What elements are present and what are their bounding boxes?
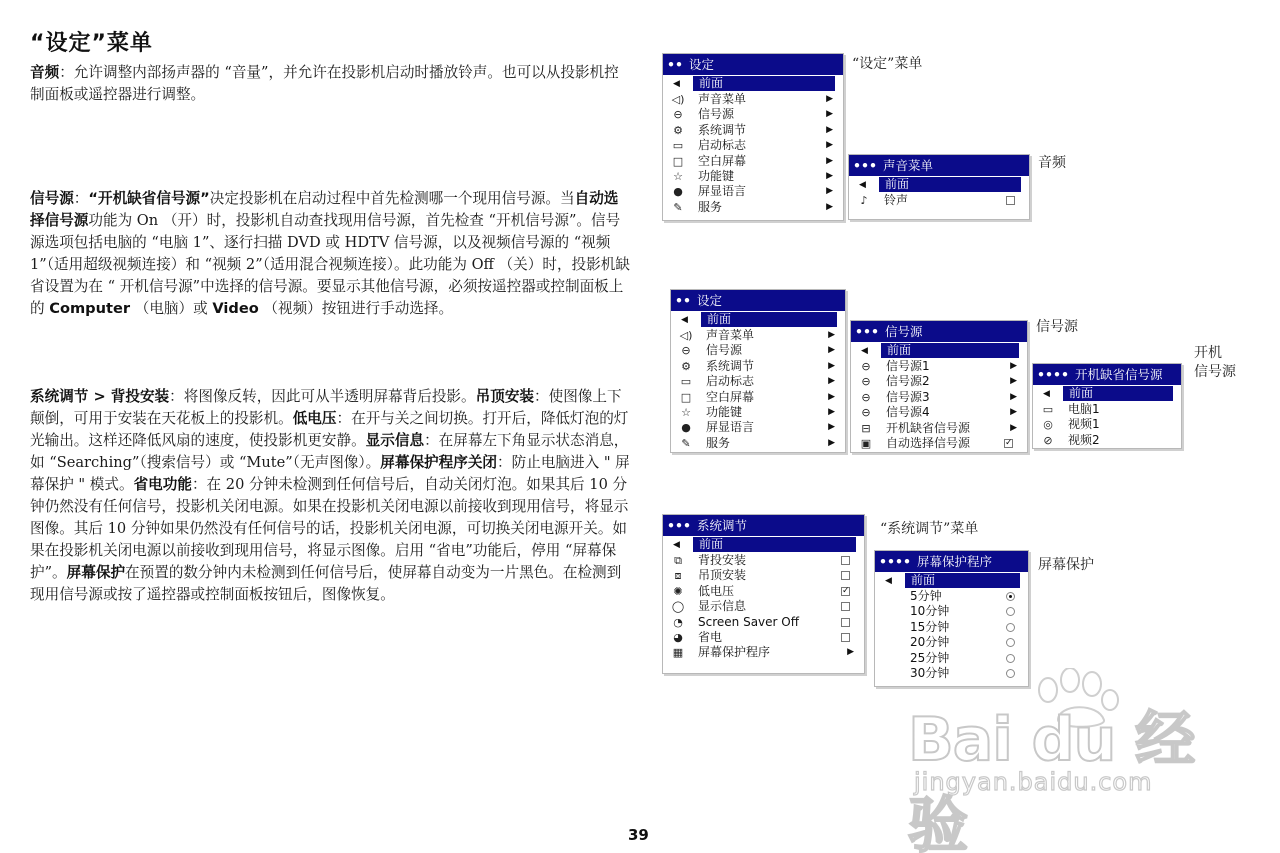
audio-menu-level-dots: •••: [853, 158, 877, 173]
submenu-arrow-icon: ▶: [828, 391, 835, 402]
screensaver-off-term: 屏幕保护程序关闭: [380, 454, 498, 471]
settings1-menu-item[interactable]: [663, 107, 843, 122]
logo-icon: ▭: [672, 139, 684, 153]
submenu-arrow-icon: ▶: [826, 124, 833, 135]
startup-source-term: “开机缺省信号源”: [88, 190, 210, 207]
rear-project-term: 系统调节 > 背投安装: [30, 388, 170, 405]
auto-source-icon: ▣: [860, 436, 872, 450]
settings1-menu-item-label: 启动标志: [698, 138, 747, 153]
ceiling-term: 吊顶安装: [475, 388, 535, 405]
system-text-2: ：使图像上下颠倒，可用于安装在天花板上的投影机。: [30, 388, 622, 427]
submenu-arrow-icon: ▶: [828, 422, 835, 433]
screensaver-menu-title: [875, 551, 1028, 572]
system-menu-item-label: 显示信息: [698, 599, 747, 614]
page-number: 39: [628, 826, 649, 844]
settings1-menu-item-label: 系统调节: [698, 122, 747, 137]
settings2-menu-item-label: 信号源: [706, 343, 743, 358]
source-menu-item-label: 信号源4: [886, 405, 930, 420]
settings2-menu-title-text: 设定: [696, 293, 722, 308]
screensaver-menu-item-label: 10分钟: [910, 604, 950, 619]
settings1-menu-item-label: 服务: [698, 199, 723, 214]
video-icon: ◎: [1043, 418, 1053, 432]
source-menu-item-label: 信号源2: [886, 374, 930, 389]
globe-icon: ●: [681, 421, 691, 435]
screensaver-menu-item-label: 30分钟: [910, 665, 950, 680]
source-menu-level-dots: •••: [855, 324, 879, 339]
caption-startup-source-2: 信号源: [1194, 364, 1236, 380]
settings2-menu-back-label: 前面: [701, 312, 837, 327]
source-menu-item[interactable]: [851, 436, 1027, 451]
source-menu-title: [851, 321, 1027, 342]
globe-icon: ●: [673, 185, 683, 199]
audio-menu: [848, 154, 1030, 220]
radio-button[interactable]: [1006, 638, 1015, 647]
system-text-1: ：将图像反转，因此可从半透明屏幕背后投影。: [169, 388, 476, 405]
caption-settings-menu: “设定”菜单: [852, 56, 923, 72]
radio-button[interactable]: [1006, 623, 1015, 632]
submenu-arrow-icon: ▶: [826, 170, 833, 181]
audio-menu-back-item[interactable]: [849, 176, 1029, 193]
bulb-icon: ✺: [673, 584, 683, 598]
settings2-menu-item-label: 启动标志: [706, 374, 755, 389]
system-menu-item[interactable]: [663, 553, 864, 568]
back-arrow-icon: ◀: [861, 346, 868, 356]
system-menu-title: [663, 515, 864, 536]
settings1-menu-item-label: 空白屏幕: [698, 153, 747, 168]
submenu-arrow-icon: ▶: [828, 406, 835, 417]
screensaver-menu-item[interactable]: [875, 604, 1028, 619]
source-menu-item-label: 信号源3: [886, 389, 930, 404]
source-icon: ⊖: [861, 360, 871, 373]
system-menu-title-text: 系统调节: [696, 518, 747, 533]
settings2-menu-back-item[interactable]: [671, 311, 845, 328]
star-icon: ☆: [673, 169, 683, 183]
video-term: Video: [212, 300, 259, 317]
system-menu-item-label: Screen Saver Off: [698, 614, 799, 629]
source-icon: ⊖: [861, 390, 871, 404]
caption-startup-source-1: 开机: [1194, 345, 1222, 361]
source-text-4: （电脑）或: [130, 300, 213, 317]
settings2-menu-item[interactable]: [671, 436, 845, 451]
caption-system-menu: “系统调节”菜单: [880, 521, 979, 537]
startup-source-menu-item[interactable]: [1033, 417, 1181, 432]
screensaver-off-icon: ◔: [673, 615, 683, 629]
screensaver-menu-item-label: 5分钟: [910, 589, 942, 603]
settings1-menu-item-label: 屏显语言: [698, 184, 747, 199]
logo-icon: ▭: [680, 375, 692, 389]
settings2-menu-item-label: 系统调节: [706, 358, 755, 373]
caption-source: 信号源: [1036, 319, 1078, 335]
settings1-menu-item[interactable]: [663, 138, 843, 153]
baidu-watermark: [908, 672, 1248, 853]
speaker-icon: ◁): [679, 329, 693, 342]
source-text-1: ：: [73, 190, 89, 207]
system-menu-back-label: 前面: [693, 537, 856, 552]
system-menu-back-item[interactable]: [663, 536, 864, 553]
settings2-menu-item-label: 空白屏幕: [706, 389, 755, 404]
settings2-menu-item-label: 服务: [706, 435, 731, 450]
system-icon: ⚙: [673, 123, 683, 137]
audio-paragraph: [30, 62, 630, 106]
system-menu-item-label: 吊顶安装: [698, 568, 747, 583]
settings2-menu-item[interactable]: [671, 405, 845, 420]
submenu-arrow-icon: ▶: [1010, 391, 1017, 402]
submenu-arrow-icon: ▶: [828, 376, 835, 387]
back-arrow-icon: ◀: [859, 180, 866, 190]
source-menu-back-item[interactable]: [851, 342, 1027, 359]
settings2-menu-item[interactable]: [671, 420, 845, 435]
source-icon: ⊖: [861, 375, 871, 389]
startup-source-menu-back-item[interactable]: [1033, 385, 1181, 402]
startup-source-icon: ⊟: [861, 421, 871, 435]
system-menu: [662, 514, 865, 674]
source-icon: ⊖: [861, 406, 871, 420]
settings2-menu-item[interactable]: [671, 359, 845, 374]
source-menu-item-label: 自动选择信号源: [886, 435, 971, 450]
source-menu-item[interactable]: [851, 374, 1027, 389]
submenu-arrow-icon: ▶: [826, 140, 833, 151]
settings-menu-2: [670, 289, 846, 453]
note-icon: ♪: [860, 194, 868, 207]
system-menu-item[interactable]: [663, 615, 864, 630]
submenu-arrow-icon: ▶: [828, 345, 835, 356]
startup-source-menu-title-text: 开机缺省信号源: [1074, 367, 1163, 382]
back-arrow-icon: ◀: [1043, 389, 1050, 399]
screensaver-menu-back-label: 前面: [905, 573, 1020, 588]
back-arrow-icon: ◀: [885, 576, 892, 586]
source-icon: ⊖: [673, 108, 683, 122]
system-menu-item-label: 背投安装: [698, 553, 747, 567]
screensaver-menu-item[interactable]: [875, 635, 1028, 650]
screensaver-menu-item[interactable]: [875, 651, 1028, 666]
source-term: 信号源: [30, 190, 74, 207]
source-menu-item[interactable]: [851, 405, 1027, 420]
screensaver-menu-item[interactable]: [875, 589, 1028, 604]
startup-source-menu-item[interactable]: [1033, 433, 1181, 448]
startup-source-menu-level-dots: ••••: [1037, 367, 1069, 382]
audio-menu-title-text: 声音菜单: [882, 158, 933, 173]
system-menu-item[interactable]: [663, 568, 864, 583]
back-arrow-icon: ◀: [673, 79, 680, 89]
system-text-5: ：防止电脑进入 " 屏幕保护 " 模式。: [30, 454, 630, 493]
source-icon: ⊖: [681, 344, 691, 358]
page-title: “设定”菜单: [30, 31, 153, 56]
low-power-term: 低电压: [292, 410, 337, 427]
display-message-term: 显示信息: [365, 432, 425, 449]
audio-menu-back-label: 前面: [879, 177, 1021, 192]
back-arrow-icon: ◀: [681, 315, 688, 325]
settings2-menu-item[interactable]: [671, 328, 845, 343]
startup-source-menu-item-label: 电脑1: [1068, 402, 1100, 416]
settings2-menu-item-label: 功能键: [706, 404, 743, 419]
settings2-menu-title: [671, 290, 845, 311]
radio-button[interactable]: [1006, 592, 1015, 601]
blank-screen-icon: □: [680, 390, 692, 404]
audio-menu-item-label: 铃声: [884, 193, 909, 207]
watermark-brand: Bai du 经验: [908, 705, 1195, 853]
screensaver-menu-item-label: 25分钟: [910, 650, 950, 665]
screensaver-icon: ▦: [672, 646, 684, 660]
settings1-menu-item[interactable]: [663, 123, 843, 138]
speaker-icon: ◁): [671, 93, 685, 106]
system-text-3: ：在开与关之间切换。打开后，降低灯泡的灯光输出。这样还降低风扇的速度，使投影机更安静。: [30, 410, 629, 449]
checkbox[interactable]: [841, 633, 850, 642]
checkbox[interactable]: [841, 618, 850, 627]
submenu-arrow-icon: ▶: [826, 94, 833, 104]
audio-term: 音频: [30, 64, 60, 81]
source-menu-item[interactable]: [851, 359, 1027, 374]
source-paragraph: [30, 188, 630, 320]
wrench-icon: ✎: [681, 436, 691, 450]
screensaver-menu-title-text: 屏幕保护程序: [916, 554, 992, 569]
screensaver-menu-item-label: 20分钟: [910, 635, 950, 650]
checkbox[interactable]: [841, 571, 850, 580]
audio-text: ：允许调整内部扬声器的 “音量”，并允许在投影机启动时播放铃声。也可以从投影机控制面板或遥控器进行调整。: [30, 64, 619, 103]
startup-source-menu-title: [1033, 364, 1181, 385]
source-text-2: 决定投影机在启动过程中首先检测哪一个现用信号源。当: [209, 190, 575, 207]
settings1-menu-item[interactable]: [663, 154, 843, 169]
caption-screen-saver: 屏幕保护: [1038, 557, 1094, 573]
settings1-menu-item[interactable]: [663, 92, 843, 107]
source-menu-title-text: 信号源: [884, 324, 923, 339]
system-paragraph: [30, 386, 630, 606]
power-save-icon: ◕: [673, 630, 683, 644]
settings2-menu-item-label: 屏显语言: [706, 420, 755, 435]
system-menu-item[interactable]: [663, 645, 864, 660]
auto-source-term: 自动选择信号源: [30, 190, 619, 229]
computer-icon: ▭: [1042, 403, 1054, 416]
submenu-arrow-icon: ▶: [847, 647, 854, 658]
system-menu-item-label: 屏幕保护程序: [698, 645, 771, 660]
screensaver-menu: [874, 550, 1029, 687]
source-text-3: 功能为 On （开）时，投影机自动查找现用信号源，首先检查 “开机信号源”。信号源选项包括电脑的 “电脑 1”、逐行扫描 DVD 或 HDTV 信号源，以及视频信号源的 “视频 1”（适用超级视频连接）和 “视频 2”（适用混合视频连接）。此功能为 Off （关）时，投影机缺省设置为在 “ 开机信号源”中选择的信号源。要显示其他信号源，必须按遥控器或控制面板上的: [30, 212, 630, 317]
submenu-arrow-icon: ▶: [826, 109, 833, 120]
settings1-menu-item[interactable]: [663, 200, 843, 215]
back-arrow-icon: ◀: [673, 540, 680, 550]
startup-source-menu: [1032, 363, 1182, 449]
video2-icon: ⊘: [1043, 433, 1053, 447]
checkbox[interactable]: ✓: [1005, 437, 1013, 448]
system-menu-level-dots: •••: [667, 518, 691, 533]
audio-menu-item[interactable]: [849, 193, 1029, 208]
settings1-menu-item[interactable]: [663, 184, 843, 199]
checkbox[interactable]: [841, 556, 850, 565]
settings2-menu-level-dots: ••: [675, 293, 691, 308]
radio-button[interactable]: [1006, 654, 1015, 663]
submenu-arrow-icon: ▶: [1010, 376, 1017, 387]
checkbox[interactable]: ✓: [842, 585, 850, 596]
submenu-arrow-icon: ▶: [828, 330, 835, 340]
message-icon: ◯: [671, 600, 685, 614]
submenu-arrow-icon: ▶: [828, 437, 835, 448]
startup-source-menu-item-label: 视频2: [1068, 432, 1100, 447]
system-icon: ⚙: [681, 359, 691, 373]
system-menu-item[interactable]: [663, 584, 864, 599]
settings2-menu-item[interactable]: [671, 343, 845, 358]
ceiling-icon: ⧈: [674, 569, 682, 583]
settings-menu: [662, 53, 844, 221]
submenu-arrow-icon: ▶: [1010, 361, 1017, 371]
power-save-term: 省电功能: [133, 476, 192, 493]
system-text-7: 在预置的数分钟内未检测到任何信号后，使屏幕自动变为一片黑色。在检测到现用信号源或按了遥控器或控制面板按钮后，图像恢复。: [30, 564, 622, 603]
caption-audio: 音频: [1038, 155, 1066, 171]
source-menu-item[interactable]: [851, 421, 1027, 436]
star-icon: ☆: [681, 405, 691, 419]
settings1-menu-item-label: 功能键: [698, 168, 735, 183]
source-menu: [850, 320, 1028, 453]
source-menu-item-label: 开机缺省信号源: [886, 420, 971, 435]
settings1-menu-level-dots: ••: [667, 57, 683, 72]
settings2-menu-item-label: 声音菜单: [706, 328, 755, 342]
submenu-arrow-icon: ▶: [826, 201, 833, 212]
checkbox[interactable]: [841, 602, 850, 611]
settings2-menu-item[interactable]: [671, 374, 845, 389]
settings1-menu-back-item[interactable]: [663, 75, 843, 92]
startup-source-menu-back-label: 前面: [1063, 386, 1173, 401]
startup-source-menu-item[interactable]: [1033, 402, 1181, 417]
submenu-arrow-icon: ▶: [1010, 407, 1017, 418]
submenu-arrow-icon: ▶: [1010, 422, 1017, 433]
source-menu-item[interactable]: [851, 390, 1027, 405]
screensaver-term: 屏幕保护: [66, 564, 126, 581]
audio-menu-title: [849, 155, 1029, 176]
source-menu-item-label: 信号源1: [886, 359, 930, 373]
source-menu-back-label: 前面: [881, 343, 1019, 358]
settings2-menu-item[interactable]: [671, 390, 845, 405]
system-text-6: ：在 20 分钟未检测到任何信号后，自动关闭灯泡。如果其后 10 分钟仍然没有任何信号，投影机关闭电源。如果在投影机关闭电源以前接收到现用信号，将显示图像。其后 10 分钟如果仍然没有任何信号的话，投影机关闭电源，可切换关闭电源开关。如果在投影机关闭电源以前接收到现用信号，将显示图像。启用 “省电”功能后，停用 “屏幕保护”。: [30, 476, 629, 581]
rear-project-icon: ⧉: [674, 554, 682, 567]
system-menu-item-label: 省电: [698, 629, 723, 644]
settings1-menu-item[interactable]: [663, 169, 843, 184]
submenu-arrow-icon: ▶: [828, 360, 835, 371]
system-menu-item-label: 低电压: [698, 583, 735, 598]
settings1-menu-title-text: 设定: [688, 57, 714, 72]
watermark-url: jingyan.baidu.com: [914, 768, 1153, 796]
settings1-menu-item-label: 信号源: [698, 107, 735, 122]
blank-screen-icon: □: [672, 154, 684, 168]
computer-term: Computer: [49, 300, 131, 317]
system-text-4: ：在屏幕左下角显示状态消息，如 “Searching”（搜索信号）或 “Mute”（无声图像）。: [30, 432, 629, 471]
submenu-arrow-icon: ▶: [826, 155, 833, 166]
screensaver-menu-back-item[interactable]: [875, 572, 1028, 589]
screensaver-menu-item[interactable]: [875, 620, 1028, 635]
system-menu-item[interactable]: [663, 599, 864, 614]
screensaver-menu-level-dots: ••••: [879, 554, 911, 569]
system-menu-item[interactable]: [663, 630, 864, 645]
wrench-icon: ✎: [673, 200, 683, 214]
radio-button[interactable]: [1006, 607, 1015, 616]
settings1-menu-item-label: 声音菜单: [698, 92, 747, 106]
checkbox[interactable]: [1006, 196, 1015, 205]
settings1-menu-title: [663, 54, 843, 75]
startup-source-menu-item-label: 视频1: [1068, 417, 1100, 432]
settings1-menu-back-label: 前面: [693, 76, 835, 91]
screensaver-menu-item-label: 15分钟: [910, 619, 950, 634]
submenu-arrow-icon: ▶: [826, 186, 833, 197]
source-text-5: （视频）按钮进行手动选择。: [258, 300, 454, 317]
